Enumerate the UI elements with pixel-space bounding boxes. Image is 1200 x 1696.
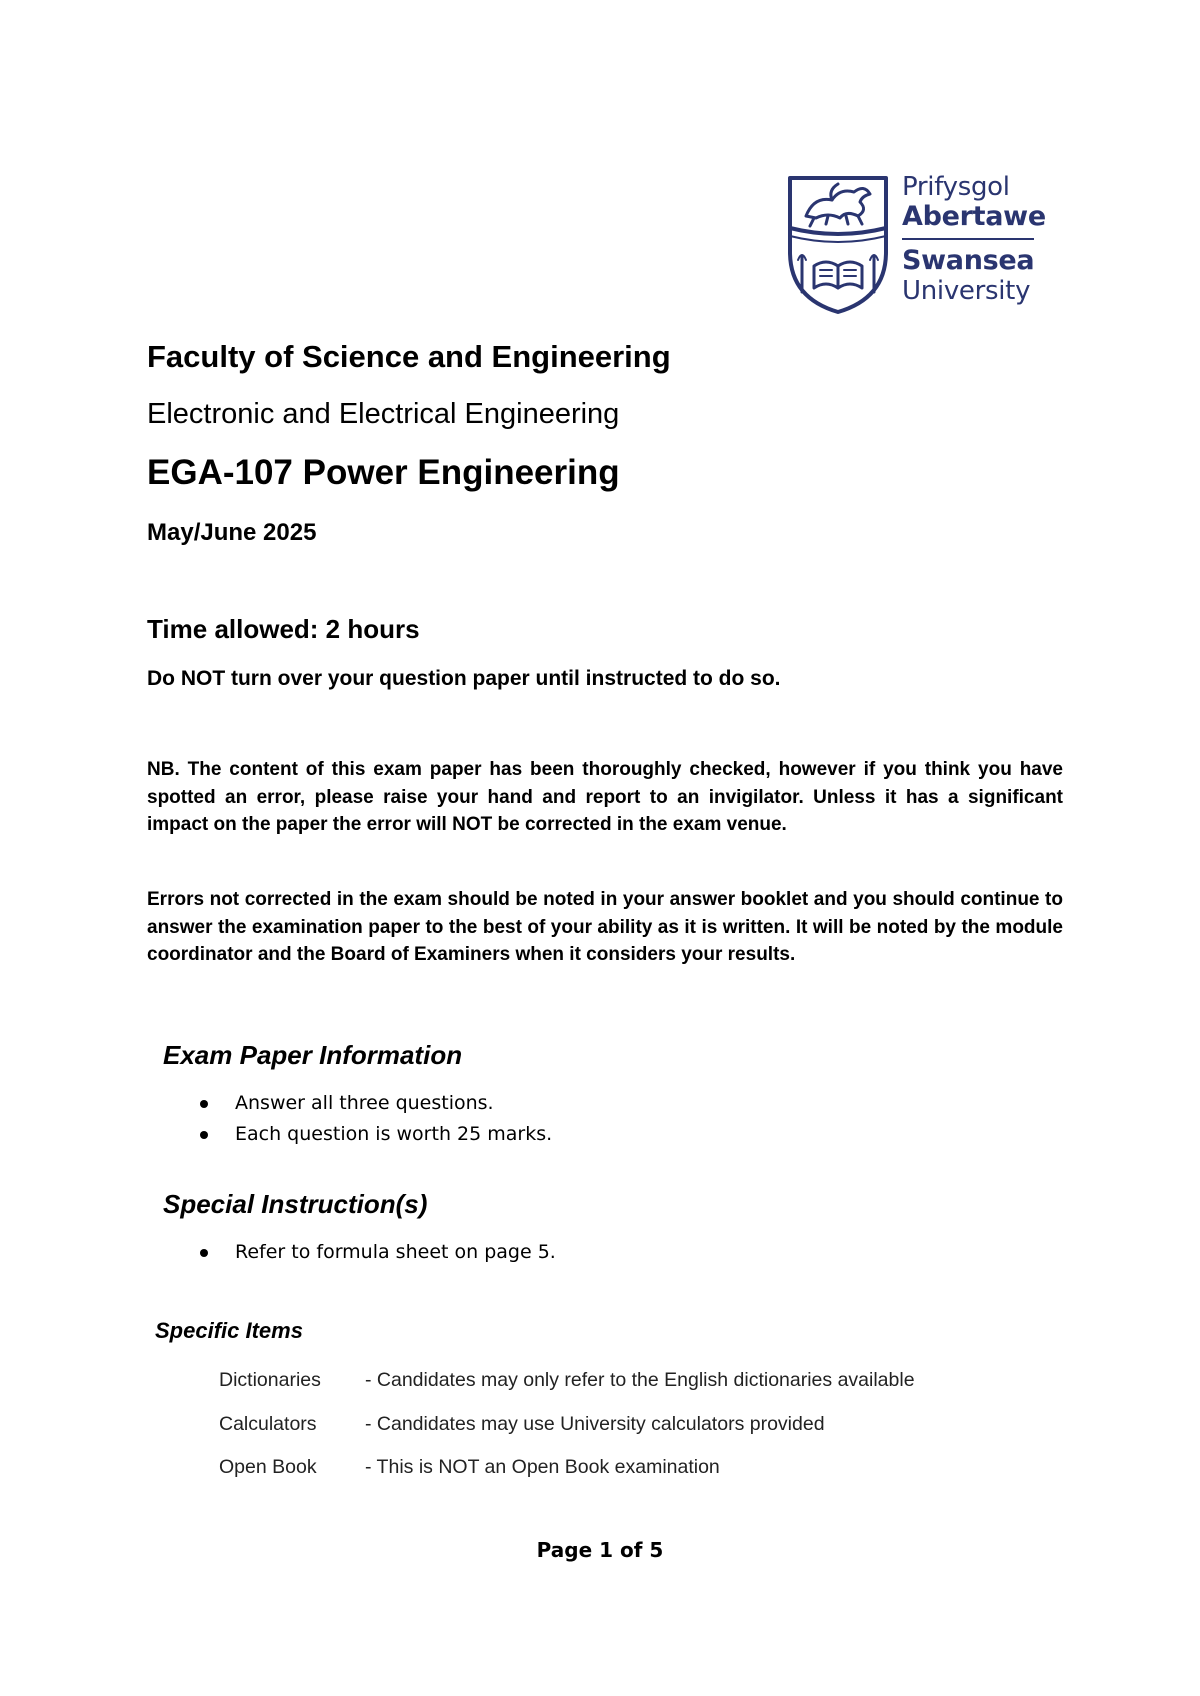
item-row-open-book — [219, 1446, 915, 1490]
department-title: Electronic and Electrical Engineering — [147, 398, 620, 430]
university-crest-icon — [784, 170, 892, 315]
bullet-icon — [200, 1131, 208, 1139]
item-name: Dictionaries — [219, 1369, 321, 1391]
faculty-title: Faculty of Science and Engineering — [147, 339, 671, 374]
exam-info-list — [200, 1088, 552, 1150]
item-value: - Candidates may use University calculators provided — [365, 1412, 825, 1435]
errors-notice: Errors not corrected in the exam should be noted in your answer booklet and you should continue to answer the examination paper to the best of your ability as it is written. It will be noted by the module coordinator and the Board of Examiners when it considers your results. — [147, 889, 1063, 965]
university-logo — [764, 150, 1064, 332]
special-instructions-list — [200, 1237, 556, 1268]
bullet-icon — [200, 1249, 208, 1257]
logo-line-university: University — [902, 276, 1031, 306]
item-name: Open Book — [219, 1456, 317, 1478]
university-wordmark — [902, 172, 1046, 306]
list-item — [200, 1237, 556, 1268]
time-allowed: Time allowed: 2 hours — [147, 614, 420, 644]
item-value: - This is NOT an Open Book examination — [365, 1456, 720, 1478]
special-instructions-heading: Special Instruction(s) — [163, 1189, 428, 1219]
exam-info-heading: Exam Paper Information — [163, 1040, 463, 1070]
list-item-text: Refer to formula sheet on page 5. — [235, 1241, 556, 1263]
item-name: Calculators — [219, 1412, 317, 1435]
specific-items-table — [219, 1359, 915, 1490]
list-item — [200, 1119, 552, 1150]
list-item — [200, 1088, 552, 1119]
logo-line-prifysgol: Prifysgol — [902, 172, 1010, 202]
exam-session: May/June 2025 — [147, 519, 317, 546]
item-row-calculators — [219, 1403, 915, 1447]
turn-over-instruction: Do NOT turn over your question paper until instructed to do so. — [147, 667, 781, 690]
specific-items-heading: Specific Items — [155, 1318, 303, 1343]
nb-notice: NB. The content of this exam paper has been thoroughly checked, however if you think you have spotted an error, please raise your hand and report to an invigilator. Unless it has a significant impact on the paper the error will NOT be corrected in the exam venue. — [147, 759, 1063, 835]
item-row-dictionaries — [219, 1359, 915, 1403]
list-item-text: Answer all three questions. — [235, 1092, 494, 1114]
logo-line-swansea: Swansea — [902, 245, 1035, 276]
page-number: Page 1 of 5 — [536, 1538, 664, 1562]
logo-divider — [902, 238, 1034, 240]
list-item-text: Each question is worth 25 marks. — [235, 1123, 553, 1145]
module-title: EGA-107 Power Engineering — [147, 453, 620, 492]
logo-line-abertawe: Abertawe — [902, 201, 1046, 232]
bullet-icon — [200, 1100, 208, 1108]
item-value: - Candidates may only refer to the English dictionaries available — [365, 1369, 915, 1391]
